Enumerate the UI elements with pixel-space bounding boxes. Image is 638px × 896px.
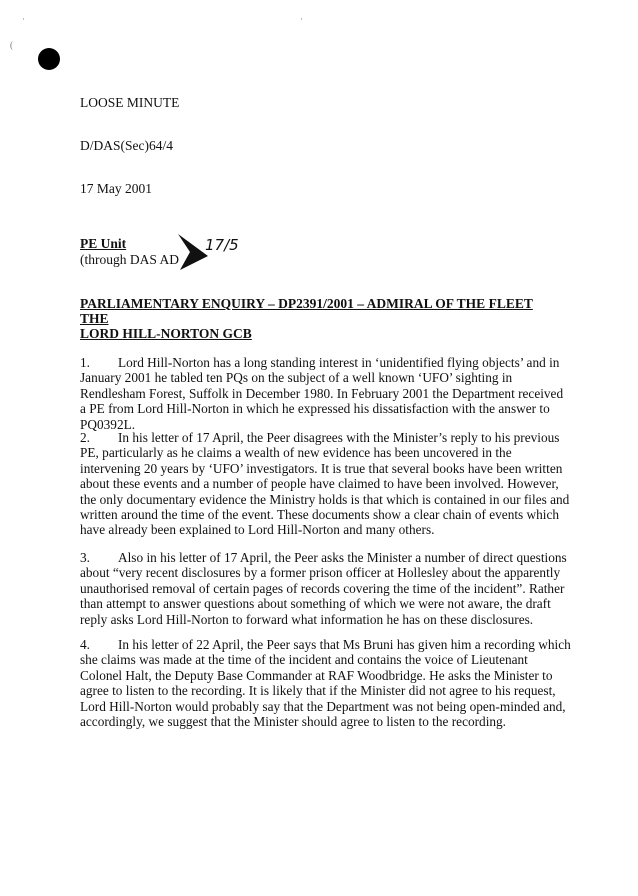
paragraph-number: 1. (80, 355, 90, 370)
paragraph-2 (80, 430, 572, 538)
reference-number: D/DAS(Sec)64/4 (80, 138, 173, 153)
scan-speck: · (22, 14, 25, 24)
addressee-unit: PE Unit (80, 236, 127, 251)
hole-punch-mark (38, 48, 60, 70)
paragraph-text: In his letter of 17 April, the Peer disagrees with the Minister’s reply to his previous PE, particularly as he claims a wealth of new evidence has been uncovered in the intervening 20 years by ‘UFO’ investigators. It is true that several books have been written about these events and a number of people have claimed to have been involved. However, the only documentary evidence the Ministry holds is that which is contained in our files and written around the time of the event. These documents show a clear chain of events which have already been explained to Lord Hill-Norton and many others. (80, 430, 570, 538)
document-date: 17 May 2001 (80, 181, 152, 196)
paragraph-3 (80, 550, 572, 627)
scan-speck: · (300, 14, 303, 24)
subject-heading (80, 296, 550, 341)
subject-line-1: PARLIAMENTARY ENQUIRY – DP2391/2001 – ADMIRAL OF THE FLEET THE (80, 296, 533, 326)
addressee-through: (through DAS AD (80, 252, 180, 267)
paragraph-number: 2. (80, 430, 90, 445)
paragraph-text: Lord Hill-Norton has a long standing interest in ‘unidentified flying objects’ and in January 2001 he tabled ten PQs on the subject of a well known ‘UFO’ sighting in Rendlesham Forest, Suffolk in December 1980. In February 2001 the Department received a PE from Lord Hill-Norton in which he expressed his dissatisfaction with the answer to PQ0392L. (80, 355, 564, 432)
subject-line-2: LORD HILL-NORTON GCB (80, 326, 252, 341)
handwritten-annotation: 17/5 (205, 236, 239, 254)
paragraph-4 (80, 637, 572, 729)
doc-type: LOOSE MINUTE (80, 95, 180, 110)
paragraph-number: 3. (80, 550, 90, 565)
paragraph-1 (80, 355, 572, 432)
paragraph-text: In his letter of 22 April, the Peer says that Ms Bruni has given him a recording which she claims was made at the time of the incident and contains the voice of Lieutenant Colonel Halt, the Deputy Base Commander at RAF Woodbridge. He asks the Minister to agree to listen to the recording. It is likely that if the Minister did not agree to his request, Lord Hill-Norton would probably say that the Department was not being open-minded and, accordingly, we suggest that the Minister should agree to listen to the recording. (80, 637, 571, 730)
scan-speck: ( (10, 40, 13, 50)
paragraph-text: Also in his letter of 17 April, the Peer asks the Minister a number of direct questions about “very recent disclosures by a former prison officer at Hollesley about the apparently unauthorised removal of certain pages of records covering the time of the incident”. Rather than attempt to answer questions about something of which we were not aware, the draft reply asks Lord Hill-Norton to forward what information he has on these disclosures. (80, 550, 567, 627)
paragraph-number: 4. (80, 637, 90, 652)
